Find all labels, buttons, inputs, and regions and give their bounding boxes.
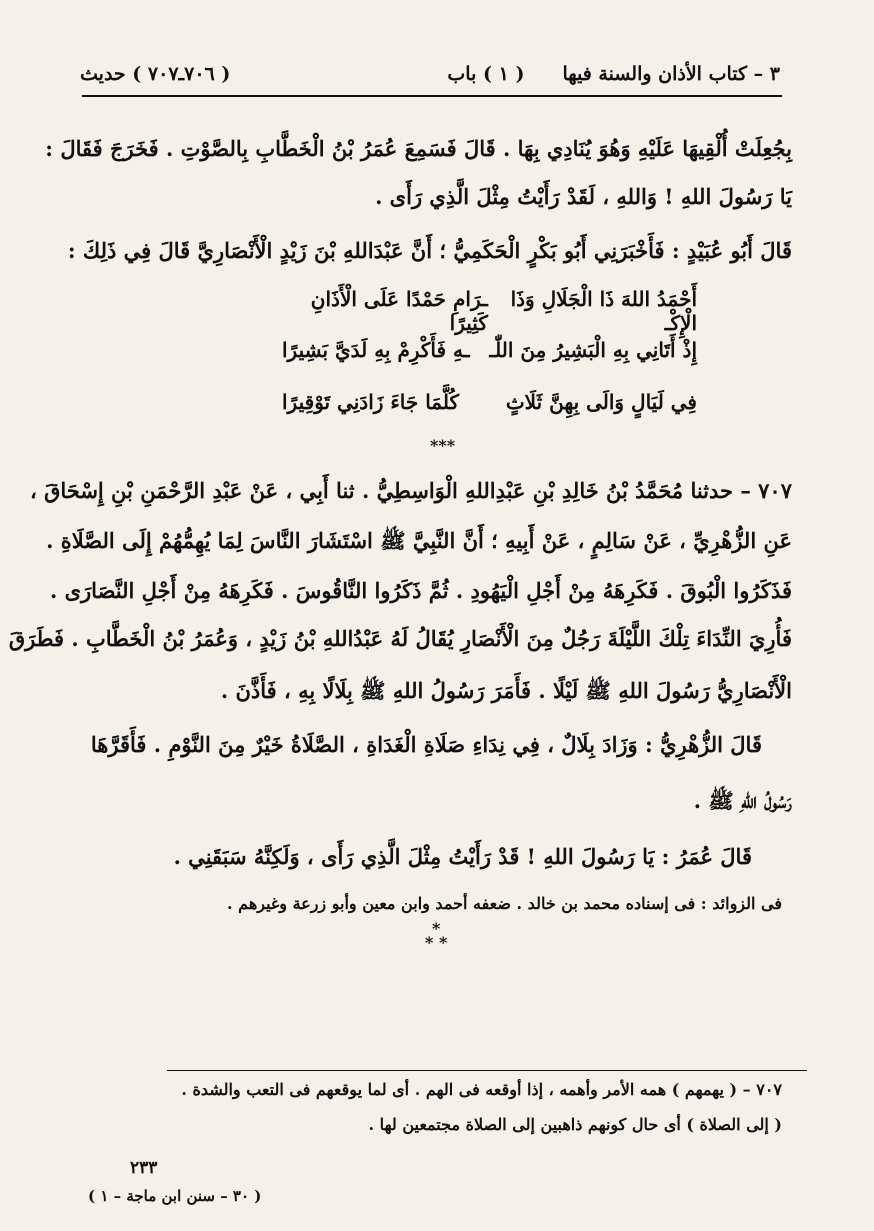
print-signature: ( ٣٠ – سنن ابن ماجة – ١ ) — [88, 1187, 262, 1205]
page-number: ٢٣٣ — [130, 1158, 158, 1178]
section-separator-bottom: * * * — [425, 919, 448, 952]
verse-hemistich: ـهِ فَأَكْرِمْ بِهِ لَدَيَّ بَشِيرًا — [282, 338, 470, 362]
hadith-line: قَالَ عُمَرُ : يَا رَسُولَ اللهِ ! قَدْ رَأَيْتُ مِثْلَ الَّذِي رَأَى ، وَلَكِنَّهُ سَبَقَنِي . — [173, 844, 752, 869]
hadith-line: الْأَنْصَارِيُّ رَسُولَ اللهِ ﷺ لَيْلًا . فَأَمَرَ رَسُولُ اللهِ ﷺ بِلَالًا بِهِ ، فَأَذَّنَ . — [220, 678, 792, 703]
hadith-range-numbers: ( ٧٠٦ـ٧٠٧ ) — [132, 63, 231, 85]
footnote: ٧٠٧ – ( يهمهم ) همه الأمر وأهمه ، إذا أوقعه فى الهم . أى لما يوقعهم فى التعب والشدة . — [181, 1080, 782, 1099]
hadith-line: ٧٠٧ – حدثنا مُحَمَّدُ بْنُ خَالِدِ بْنِ عَبْدِاللهِ الْوَاسِطِيُّ . ثنا أَبِي ، عَنْ عَبْدِ الرَّحْمَنِ بْنِ إِسْحَاقَ ، — [29, 478, 792, 503]
section-separator: *** — [430, 436, 456, 455]
text-line: قَالَ أَبُو عُبَيْدٍ : فَأَخْبَرَنِي أَبُو بَكْرٍ الْحَكَمِيُّ ؛ أَنَّ عَبْدَاللهِ بْنَ زَيْدٍ الْأَنْصَارِيَّ قَالَ فِي ذَلِكَ : — [67, 238, 792, 263]
header-right — [447, 63, 780, 85]
hadith-range-label: حديث — [80, 63, 126, 85]
book-title-text: – كتاب الأذان والسنة فيها — [562, 63, 764, 85]
verse-hemistich: فِي لَيَالٍ وَالَى بِهِنَّ ثَلَاثٍ — [505, 390, 697, 414]
hadith-line: رَسُولُ اللهِ ﷺ . — [693, 788, 792, 813]
footnote: ( إلى الصلاة ) أى حال كونهم ذاهبين إلى الصلاة مجتمعين لها . — [368, 1115, 782, 1134]
chapter-ref — [447, 63, 524, 85]
book-title — [562, 63, 780, 85]
hadith-line: عَنِ الزُّهْرِيِّ ، عَنْ سَالِمٍ ، عَنْ أَبِيهِ ؛ أَنَّ النَّبِيَّ ﷺ اسْتَشَارَ النَّاسَ لِمَا يُهِمُّهُمْ إِلَى الصَّلَاةِ . — [46, 528, 792, 553]
poem-verse — [92, 390, 792, 414]
chapter-label: باب — [447, 63, 477, 85]
poem-verse — [92, 338, 792, 362]
verse-hemistich: ـرَامِ حَمْدًا عَلَى الْأَذَانِ كَثِيرًا — [310, 287, 488, 335]
poem-verse — [92, 287, 792, 335]
book-number: ٣ — [769, 63, 780, 85]
footnote-rule — [167, 1070, 807, 1071]
text-line: بِجُعِلَتْ أُلْقِيهَا عَلَيْهِ وَهُوَ يُنَادِي بِهَا . قَالَ فَسَمِعَ عُمَرُ بْنُ الْخَطَّابِ بِالصَّوْتِ . فَخَرَجَ فَقَالَ : — [45, 136, 792, 161]
header-rule — [82, 95, 782, 97]
hadith-line: قَالَ الزُّهْرِيُّ : وَزَادَ بِلَالٌ ، فِي نِدَاءِ صَلَاةِ الْغَدَاةِ ، الصَّلَاةُ خَيْرٌ مِنَ النَّوْمِ . فَأَقَرَّهَا — [90, 732, 762, 757]
hadith-line: فَذَكَرُوا الْبُوقَ . فَكَرِهَهُ مِنْ أَجْلِ الْيَهُودِ . ثُمَّ ذَكَرُوا النَّاقُوسَ . فَكَرِهَهُ مِنْ أَجْلِ النَّصَارَى . — [49, 578, 792, 603]
hadith-line: فَأُرِيَ النِّدَاءَ تِلْكَ اللَّيْلَةَ رَجُلٌ مِنَ الْأَنْصَارِ يُقَالُ لَهُ عَبْدُاللهِ بْنُ زَيْدٍ ، وَعُمَرُ بْنُ الْخَطَّابِ . فَطَرَقَ — [8, 626, 792, 651]
zawaid-note: فى الزوائد : فى إسناده محمد بن خالد . ضعفه أحمد وابن معين وأبو زرعة وغيرهم . — [227, 894, 782, 913]
running-header — [80, 54, 780, 94]
verse-hemistich: أَحْمَدُ اللهَ ذَا الْجَلَالِ وَذَا الْإِكْـ — [510, 287, 697, 335]
verse-hemistich: كُلَّمَا جَاءَ زَادَنِي تَوْقِيرًا — [282, 390, 459, 414]
chapter-number: ( ١ ) — [483, 63, 525, 85]
hadith-range — [80, 63, 230, 85]
verse-hemistich: إِذْ أَتَانِي بِهِ الْبَشِيرُ مِنَ اللّٰـ — [489, 338, 697, 362]
text-line: يَا رَسُولَ اللهِ ! وَاللهِ ، لَقَدْ رَأَيْتُ مِثْلَ الَّذِي رَأَى . — [375, 184, 792, 209]
